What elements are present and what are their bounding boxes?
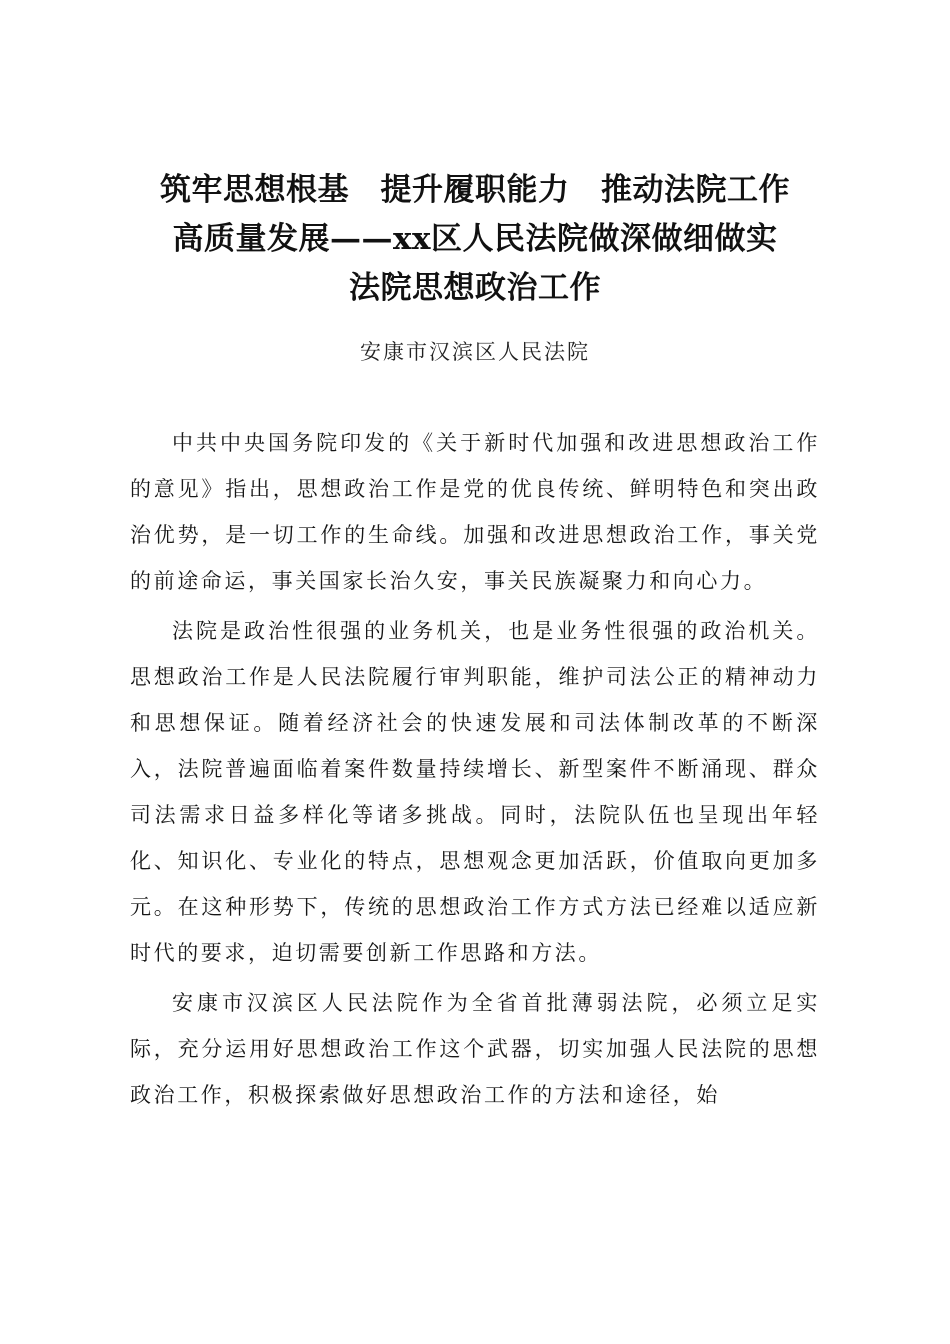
paragraph-2: 法院是政治性很强的业务机关，也是业务性很强的政治机关。思想政治工作是人民法院履行审判职能，维护司法公正的精神动力和思想保证。随着经济社会的快速发展和司法体制改革的不断深入，法院普遍面临着案件数量持续增长、新型案件不断涌现、群众司法需求日益多样化等诸多挑战。同时，法院队伍也呈现出年轻化、知识化、专业化的特点，思想观念更加活跃，价值取向更加多元。在这种形势下，传统的思想政治工作方式方法已经难以适应新时代的要求，迫切需要创新工作思路和方法。 xyxy=(130,619,820,965)
author-line: 安康市汉滨区人民法院 xyxy=(360,340,590,364)
document-title xyxy=(100,166,850,313)
title-line-1: 筑牢思想根基 提升履职能力 推动法院工作 xyxy=(160,172,790,208)
title-line-2: 高质量发展——xx区人民法院做深做细做实 xyxy=(172,221,778,257)
paragraph-1: 中共中央国务院印发的《关于新时代加强和改进思想政治工作的意见》指出，思想政治工作是党的优良传统、鲜明特色和突出政治优势，是一切工作的生命线。加强和改进思想政治工作，事关党的前途命运，事关国家长治久安，事关民族凝聚力和向心力。 xyxy=(130,431,820,593)
title-line-3: 法院思想政治工作 xyxy=(349,270,601,306)
document-body xyxy=(130,420,820,1118)
paragraph-3: 安康市汉滨区人民法院作为全省首批薄弱法院，必须立足实际，充分运用好思想政治工作这个武器，切实加强人民法院的思想政治工作，积极探索做好思想政治工作的方法和途径，始 xyxy=(130,991,820,1107)
